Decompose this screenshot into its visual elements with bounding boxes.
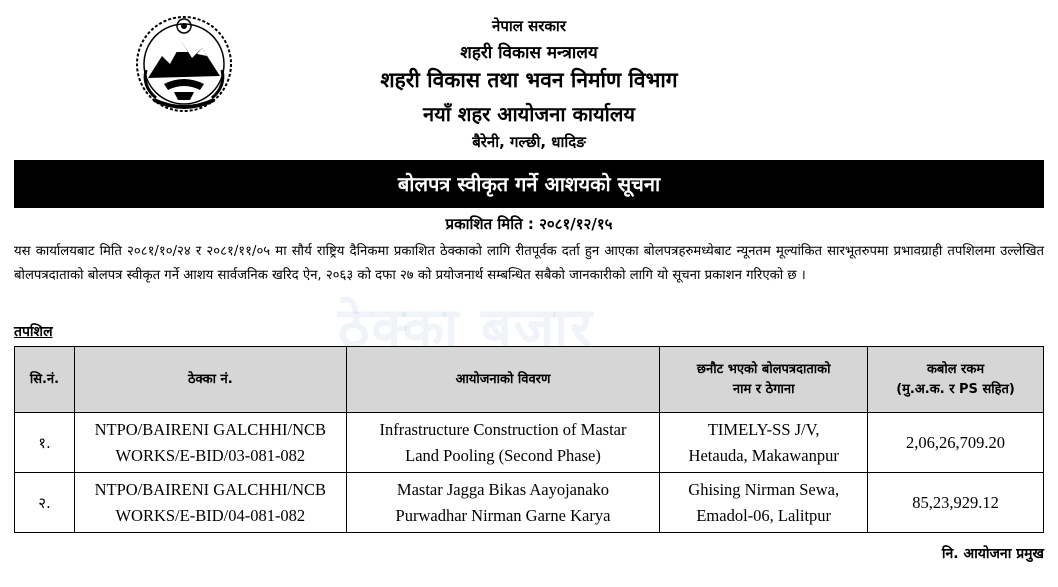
notice-body-text: यस कार्यालयबाट मिति २०८१/१०/२४ र २०८१/११/०५ मा सौर्य राष्ट्रिय दैनिकमा प्रकाशित ठेक्काको लागि रीतपूर्वक दर्ता हुन आएका बोलपत्रहरुमध्येबाट न्यूनतम मूल्यांकित सारभूतरुपमा प्रभावग्राही तपशिलमा उल्लेखित बोलपत्रदाताको बोलपत्र स्वीकृत गर्ने आशय सार्वजनिक खरिद ऐन, २०६३ को दफा २७ को प्रयोजनार्थ सम्बन्धित सबैको जानकारीको लागि यो सूचना प्रकाशन गरिएको छ । [14,244,1044,283]
row-amount: 2,06,26,709.20 [868,413,1044,473]
row-contract-no [74,413,346,473]
ministry-name: शहरी विकास मन्त्रालय [460,43,598,63]
contract-no-line1: NTPO/BAIRENI GALCHHI/NCB [94,419,327,439]
row-amount: 85,23,929.12 [868,473,1044,533]
header-sn: सि.नं. [15,347,75,413]
row-sn: १. [15,413,75,473]
bidder-line2: Emadol-06, Lalitpur [696,505,832,525]
contract-no-line2: WORKS/E-BID/03-081-082 [115,445,306,465]
bid-schedule-table [14,346,1044,533]
bidder-line1: TIMELY-SS J/V, [707,419,820,439]
office-address: बैरेनी, गल्छी, धादिङ [472,133,586,151]
table-row [15,473,1044,533]
notice-title-banner: बोलपत्र स्वीकृत गर्ने आशयको सूचना [14,160,1044,208]
header-bidder-line2: नाम र ठेगाना [732,381,795,397]
schedule-label: तपशिल [14,324,53,340]
description-line2: Land Pooling (Second Phase) [405,445,601,465]
table-row [15,413,1044,473]
row-description [346,413,660,473]
header-amount-line1: कबोल रकम [926,361,985,377]
header-amount-line2: (मु.अ.क. र PS सहित) [896,381,1015,397]
office-name: नयाँ शहर आयोजना कार्यालय [423,102,635,126]
header-bidder-line1: छनौट भएको बोलपत्रदाताको [696,361,831,377]
watermark: ठेक्का बजार [338,296,595,359]
row-sn: २. [15,473,75,533]
header-bidder [660,347,868,413]
row-bidder [660,473,868,533]
description-line1: Infrastructure Construction of Mastar [379,419,627,439]
row-contract-no [74,473,346,533]
row-description [346,473,660,533]
row-bidder [660,413,868,473]
contract-no-line1: NTPO/BAIRENI GALCHHI/NCB [94,479,327,499]
publish-date: प्रकाशित मिति : २०८१/१२/१५ [445,215,613,233]
description-line2: Purwadhar Nirman Garne Karya [395,505,611,525]
header-amount [868,347,1044,413]
department-name: शहरी विकास तथा भवन निर्माण विभाग [380,68,678,92]
description-line1: Mastar Jagga Bikas Aayojanako [396,479,610,499]
contract-no-line2: WORKS/E-BID/04-081-082 [115,505,306,525]
bidder-line1: Ghising Nirman Sewa, [688,479,840,499]
bidder-line2: Hetauda, Makawanpur [688,445,839,465]
government-name: नेपाल सरकार [492,17,566,35]
signature-title: नि. आयोजना प्रमुख [941,546,1044,562]
header-contract-no: ठेक्का नं. [74,347,346,413]
table-header-row [15,347,1044,413]
header-description: आयोजनाको विवरण [346,347,660,413]
